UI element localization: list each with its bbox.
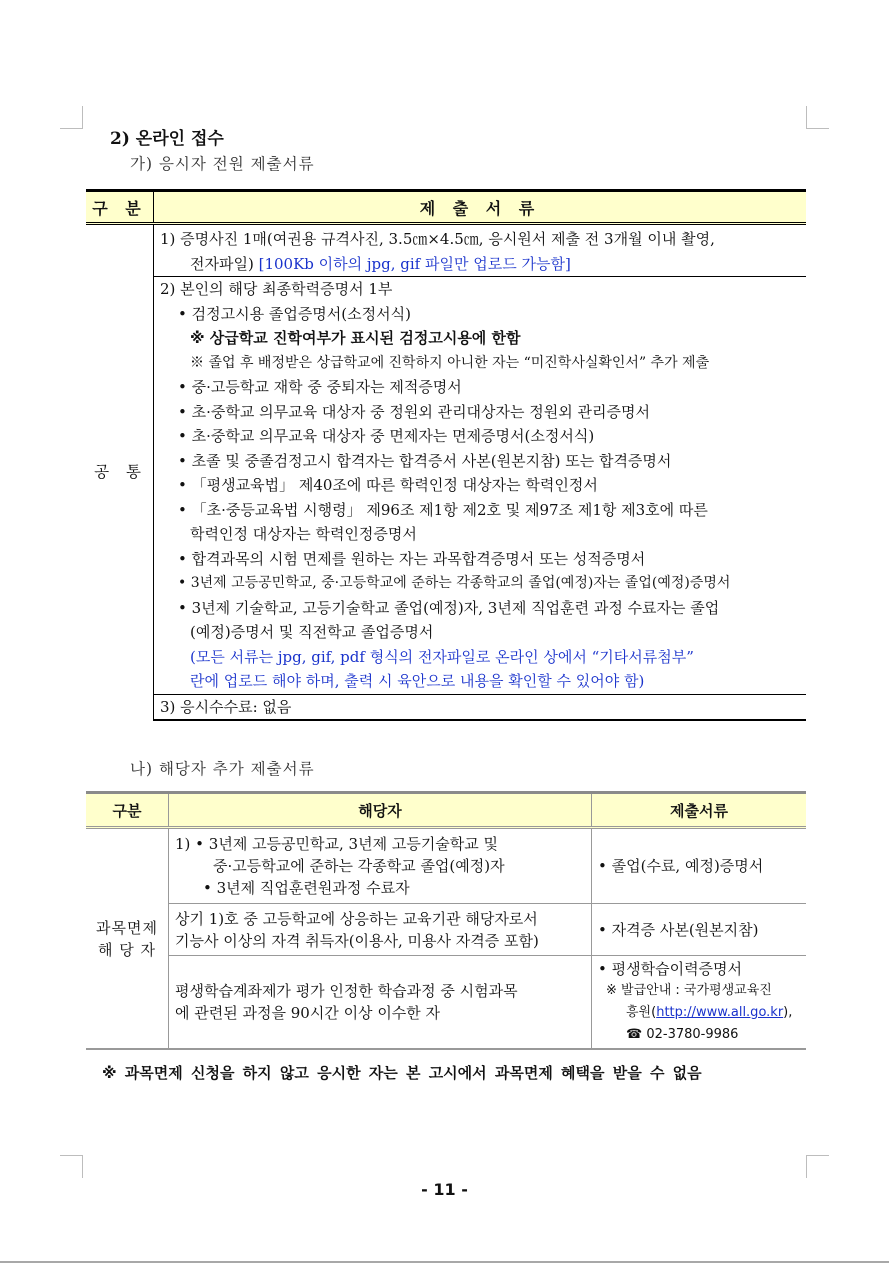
phone-number: 02-3780-9986 — [646, 1027, 739, 1042]
item-photo-text: 전자파일) — [190, 254, 259, 273]
eligible-line: • 3년제 직업훈련원과정 수료자 — [203, 879, 410, 897]
table-header-row — [86, 191, 806, 224]
table-row — [86, 694, 806, 720]
documents-cell: • 졸업(수료, 예정)증명서 — [592, 828, 807, 904]
crop-mark-bottom-left — [60, 1155, 83, 1178]
item-photo — [154, 224, 807, 277]
category-line2: 해 당 자 — [97, 940, 156, 959]
category-cell — [86, 828, 169, 1050]
item-photo-line2 — [160, 252, 802, 277]
header-category: 구분 — [86, 793, 169, 828]
notice-text: 흥원( — [626, 1005, 657, 1020]
list-item: • 3년제 기술학교, 고등기술학교 졸업(예정)자, 3년제 직업훈련 과정 수료자는 졸업 — [178, 598, 720, 617]
phone-line — [598, 1024, 800, 1046]
table-row — [86, 904, 806, 956]
section-heading: 2) 온라인 접수 — [110, 129, 224, 149]
list-item-continued: (예정)증명서 및 직전학교 졸업증명서 — [190, 623, 434, 641]
table-row — [86, 277, 806, 695]
table-row — [86, 956, 806, 1050]
eligible-line: 상기 1)호 중 고등학교에 상응하는 교육기관 해당자로서 — [175, 909, 538, 928]
notice-text: ), — [783, 1005, 793, 1020]
eligible-line: 평생학습계좌제가 평가 인정한 학습과정 중 시험과목 — [175, 982, 518, 1000]
upload-notice-line2: 란에 업로드 해야 하며, 출력 시 육안으로 내용을 확인할 수 있어야 함) — [190, 672, 645, 690]
crop-mark-top-left — [60, 106, 83, 129]
crop-mark-top-right — [806, 106, 829, 129]
eligible-line: 중·고등학교에 준하는 각종학교 졸업(예정)자 — [213, 857, 505, 875]
eligible-line: 에 관련된 과정을 90시간 이상 이수한 자 — [175, 1004, 441, 1022]
eligible-line: 1) • 3년제 고등공민학교, 3년제 고등기술학교 및 — [175, 835, 499, 853]
list-item: ※ 졸업 후 배정받은 상급학교에 진학하지 아니한 자는 “미진학사실확인서” 추가 제출 — [190, 354, 710, 371]
category-cell: 공 통 — [86, 224, 154, 721]
item-exam-fee: 3) 응시수수료: 없음 — [154, 694, 807, 720]
common-documents-table — [86, 189, 806, 721]
exemption-footnote: ※ 과목면제 신청을 하지 않고 응시한 자는 본 고시에서 과목면제 혜택을 받을 수 없음 — [102, 1064, 702, 1082]
page-number: - 11 - — [421, 1180, 468, 1199]
list-item: • 초·중학교 의무교육 대상자 중 정원외 관리대상자는 정원외 관리증명서 — [178, 402, 650, 421]
issuance-notice: ※ 발급안내 : 국가평생교육진 — [606, 983, 772, 998]
upload-notice-line1: (모든 서류는 jpg, gif, pdf 형식의 전자파일로 온라인 상에서 “기타서류첨부” — [190, 647, 694, 666]
list-item: • 중·고등학교 재학 중 중퇴자는 제적증명서 — [178, 378, 462, 396]
list-item: • 검정고시용 졸업증명서(소정서식) — [178, 304, 411, 323]
header-documents: 제 출 서 류 — [154, 191, 807, 224]
table-row — [86, 828, 806, 904]
subsection-b-heading: 나) 해당자 추가 제출서류 — [130, 760, 315, 778]
documents-cell: • 자격증 사본(원본지참) — [592, 904, 807, 956]
list-item: • 「평생교육법」 제40조에 따른 학력인정 대상자는 학력인정서 — [178, 476, 598, 494]
item-photo-line1: 1) 증명사진 1매(여권용 규격사진, 3.5㎝×4.5㎝, 응시원서 제출 전 3개월 이내 촬영, — [160, 230, 715, 248]
item-education-title: 2) 본인의 해당 최종학력증명서 1부 — [160, 280, 393, 298]
eligible-cell — [169, 956, 592, 1050]
header-documents: 제출서류 — [592, 793, 807, 828]
list-item: • 합격과목의 시험 면제를 원하는 자는 과목합격증명서 또는 성적증명서 — [178, 549, 646, 568]
table-header-row — [86, 793, 806, 828]
list-item: • 초졸 및 중졸검정고시 합격자는 합격증서 사본(원본지참) 또는 합격증명서 — [178, 451, 672, 470]
subsection-a-heading: 가) 응시자 전원 제출서류 — [130, 155, 315, 173]
eligible-line: 기능사 이상의 자격 취득자(이용사, 미용사 자격증 포함) — [175, 931, 539, 950]
crop-mark-bottom-right — [806, 1155, 829, 1178]
category-line1: 과목면제 — [96, 918, 158, 937]
header-eligible: 해당자 — [169, 793, 592, 828]
list-item: • 초·중학교 의무교육 대상자 중 면제자는 면제증명서(소정서식) — [178, 427, 595, 445]
header-category: 구 분 — [86, 191, 154, 224]
issuance-notice-link-line — [598, 1002, 800, 1024]
item-photo-upload-note: [100Kb 이하의 jpg, gif 파일만 업로드 가능함] — [258, 254, 571, 273]
item-education-certificate — [154, 277, 807, 695]
list-item-continued: 학력인정 대상자는 학력인정증명서 — [190, 525, 417, 543]
exemption-documents-table — [86, 791, 806, 1050]
eligible-cell — [169, 828, 592, 904]
bold-notice: ※ 상급학교 진학여부가 표시된 검정고시용에 한함 — [190, 329, 521, 347]
list-item: • 3년제 고등공민학교, 중·고등학교에 준하는 각종학교의 졸업(예정)자는 졸업(예정)증명서 — [178, 575, 731, 591]
list-item: • 「초·중등교육법 시행령」 제96조 제1항 제2호 및 제97조 제1항 제3호에 따른 — [178, 500, 708, 519]
documents-cell — [592, 956, 807, 1050]
eligible-cell — [169, 904, 592, 956]
table-row — [86, 224, 806, 277]
document-item: • 평생학습이력증명서 — [598, 960, 743, 978]
phone-icon: ☎ — [626, 1027, 643, 1042]
nile-website-link[interactable]: http://www.all.go.kr — [656, 1005, 784, 1020]
